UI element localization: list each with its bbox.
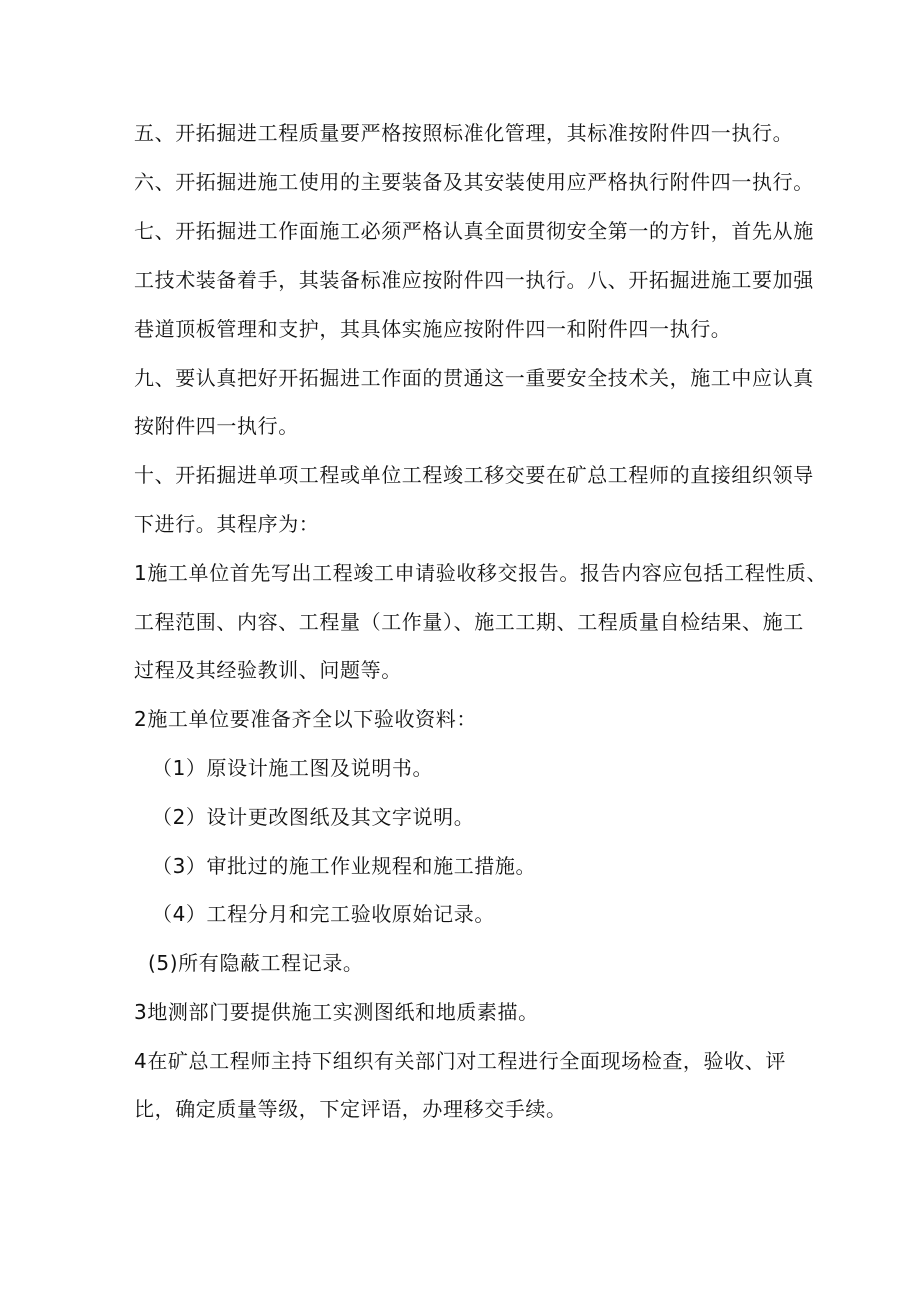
paragraph-line: 2施工单位要准备齐全以下验收资料： <box>134 707 477 731</box>
paragraph-line: 十、开拓掘进单项工程或单位工程竣工移交要在矿总工程师的直接组织领导 <box>134 463 814 487</box>
list-item: （2）设计更改图纸及其文字说明。 <box>152 805 475 829</box>
paragraph-line: 六、开拓掘进施工使用的主要装备及其安装使用应严格执行附件四一执行。 <box>134 170 814 194</box>
list-item: （4）工程分月和完工验收原始记录。 <box>152 902 495 926</box>
paragraph-line: 4在矿总工程师主持下组织有关部门对工程进行全面现场检查，验收、评 <box>134 1049 786 1073</box>
paragraph-line: 3地测部门要提供施工实测图纸和地质素描。 <box>134 1000 539 1024</box>
paragraph-line: 九、要认真把好开拓掘进工作面的贯通这一重要安全技术关，施工中应认真 <box>134 366 814 390</box>
list-item: （3）审批过的施工作业规程和施工措施。 <box>152 854 537 878</box>
list-item: （1）原设计施工图及说明书。 <box>152 756 434 780</box>
paragraph-line: 按附件四一执行。 <box>134 414 299 438</box>
paragraph-line: 巷道顶板管理和支护，其具体实施应按附件四一和附件四一执行。 <box>134 317 732 341</box>
paragraph-line: 比，确定质量等级，下定评语，办理移交手续。 <box>134 1097 567 1121</box>
paragraph-line: 过程及其经验教训、问题等。 <box>134 658 402 682</box>
paragraph-line: 下进行。其程序为： <box>134 512 320 536</box>
paragraph-line: 工技术装备着手，其装备标准应按附件四一执行。八、开拓掘进施工要加强 <box>134 268 814 292</box>
paragraph-line: 1施工单位首先写出工程竣工申请验收移交报告。报告内容应包括工程性质、 <box>134 561 828 585</box>
paragraph-line: 五、开拓掘进工程质量要严格按照标准化管理，其标准按附件四一执行。 <box>134 121 794 145</box>
paragraph-line: 工程范围、内容、工程量（工作量）、施工工期、工程质量自检结果、施工 <box>134 610 804 634</box>
list-item: (5)所有隐蔽工程记录。 <box>148 951 364 975</box>
paragraph-line: 七、开拓掘进工作面施工必须严格认真全面贯彻安全第一的方针，首先从施 <box>134 219 814 243</box>
